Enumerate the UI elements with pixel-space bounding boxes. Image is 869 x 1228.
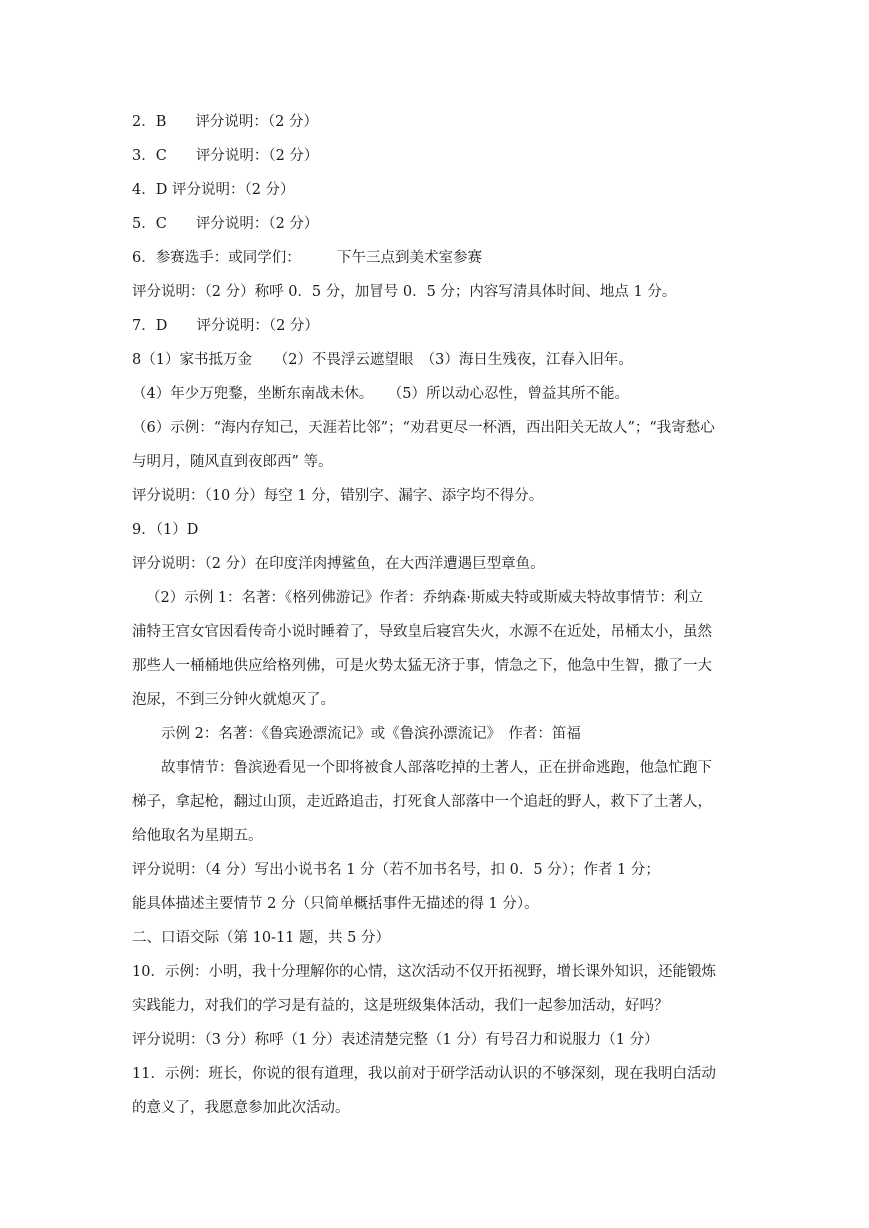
answer-8-line-4: 与明月，随风直到夜郎西” 等。 (132, 454, 333, 470)
answer-10-line-2: 实践能力，对我们的学习是有益的，这是班级集体活动，我们一起参加活动，好吗？ (132, 998, 669, 1014)
scoring-note-9-1: 评分说明：（2 分）在印度洋肉搏鲨鱼，在大西洋遭遇巨型章鱼。 (132, 556, 545, 572)
answer-9-1: 9．（1）D (132, 522, 199, 538)
answer-9-2-example-2-line-3: 给他取名为星期五。 (132, 828, 263, 844)
scoring-note-9-2-line-1: 评分说明：（4 分）写出小说书名 1 分（若不加书名号，扣 0．5 分）；作者 1 分； (132, 862, 660, 878)
answer-7: 7．D 评分说明：（2 分） (132, 318, 319, 334)
answer-2: 2．B 评分说明：（2 分） (132, 114, 318, 130)
answer-9-2-example-1-line-3: 那些人一桶桶地供应给格列佛，可是火势太猛无济于事，情急之下，他急中生智，撒了一大 (132, 658, 712, 674)
answer-9-2-example-2-line-1: 故事情节：鲁滨逊看见一个即将被食人部落吃掉的土著人，正在拼命逃跑，他急忙跑下 (161, 760, 712, 776)
answer-3: 3．C 评分说明：（2 分） (132, 148, 319, 164)
answer-9-2-example-1-line-4: 泡尿，不到三分钟火就熄灭了。 (132, 692, 335, 708)
answer-9-2-example-1-line-1: （2）示例 1：名著：《格列佛游记》作者：乔纳森·斯威夫特或斯威夫特故事情节：利立 (146, 590, 703, 606)
answer-9-2-example-2-title: 示例 2：名著：《鲁宾逊漂流记》或《鲁滨孙漂流记》 作者：笛福 (161, 726, 581, 742)
answer-11-line-1: 11．示例：班长，你说的很有道理，我以前对于研学活动认识的不够深刻，现在我明白活动 (132, 1066, 716, 1082)
answer-4: 4．D 评分说明：（2 分） (132, 182, 295, 198)
answer-6: 6．参赛选手：或同学们： 下午三点到美术室参赛 (132, 250, 482, 266)
answer-8-line-3: （6）示例：“海内存知己，天涯若比邻”；“劝君更尽一杯酒，西出阳关无故人”；“我寄愁心 (132, 420, 715, 436)
answer-9-2-example-1-line-2: 浦特王宫女官因看传奇小说时睡着了，导致皇后寝宫失火，水源不在近处，吊桶太小，虽然 (132, 624, 712, 640)
answer-8-line-2: （4）年少万兜鍪，坐断东南战未休。 （5）所以动心忍性，曾益其所不能。 (132, 386, 629, 402)
answer-10-line-1: 10．示例：小明，我十分理解你的心情，这次活动不仅开拓视野，增长课外知识，还能锻炼 (132, 964, 716, 980)
scoring-note-6: 评分说明：（2 分）称呼 0．5 分，加冒号 0．5 分；内容写清具体时间、地点 1 分。 (132, 284, 677, 300)
section-heading-oral: 二、口语交际（第 10-11 题，共 5 分） (132, 930, 390, 946)
answer-9-2-example-2-line-2: 梯子，拿起枪，翻过山顶，走近路追击，打死食人部落中一个追赶的野人，救下了土著人， (132, 794, 712, 810)
answer-5: 5．C 评分说明：（2 分） (132, 216, 319, 232)
scoring-note-9-2-line-2: 能具体描述主要情节 2 分（只简单概括事件无描述的得 1 分）。 (132, 896, 539, 912)
scoring-note-10: 评分说明：（3 分）称呼（1 分）表述清楚完整（1 分）有号召力和说服力（1 分） (132, 1032, 659, 1048)
scoring-note-8: 评分说明：（10 分）每空 1 分，错别字、漏字、添字均不得分。 (132, 488, 544, 504)
answer-8-line-1: 8（1）家书抵万金 （2）不畏浮云遮望眼 （3）海日生残夜，江春入旧年。 (132, 352, 633, 368)
answer-11-line-2: 的意义了，我愿意参加此次活动。 (132, 1100, 350, 1116)
answer-key-body (132, 108, 736, 1128)
